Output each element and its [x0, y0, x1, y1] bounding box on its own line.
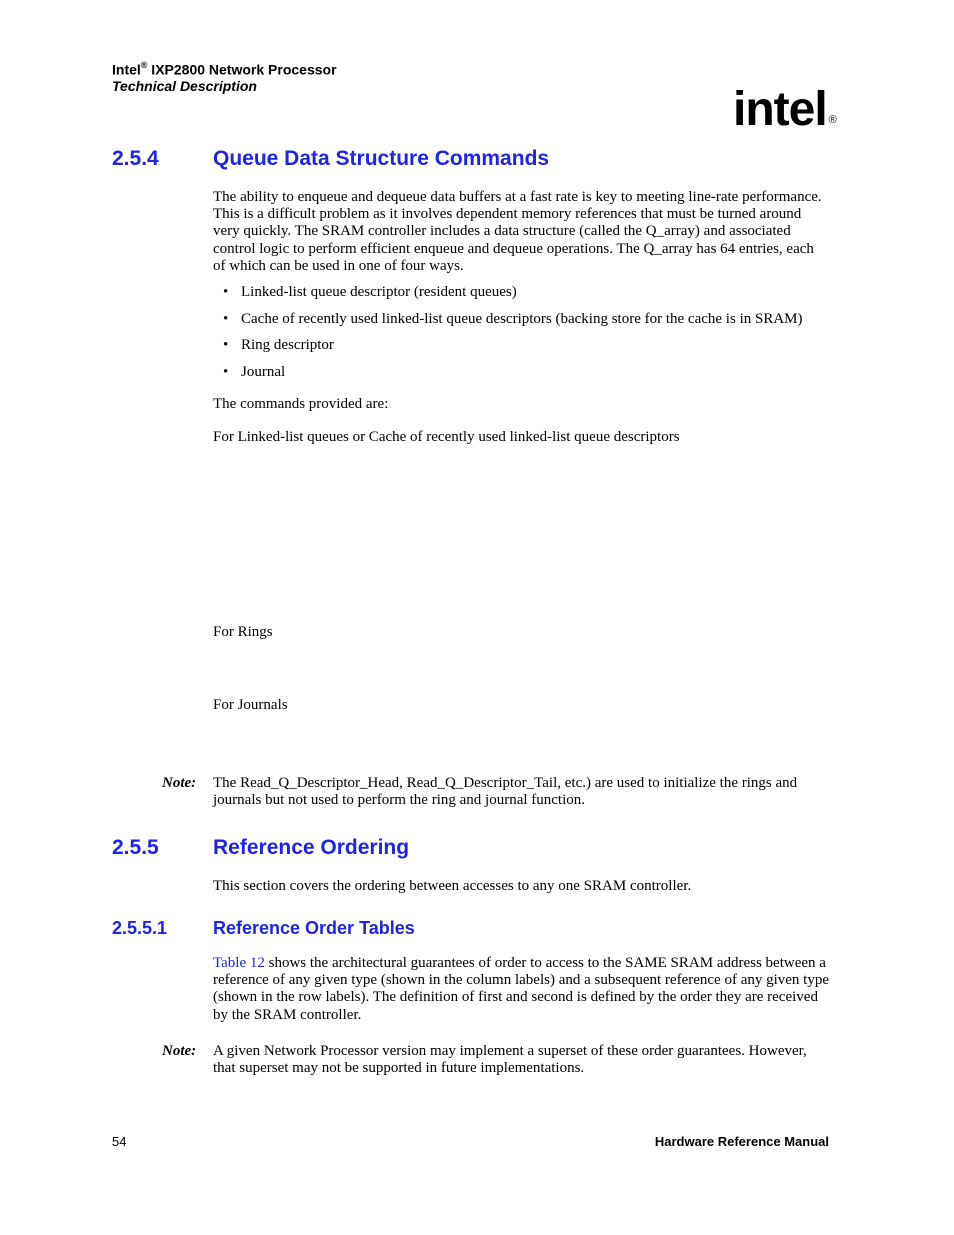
note-label: Note:: [162, 1043, 197, 1059]
note-label: Note:: [162, 775, 197, 791]
section-255-text: This section covers the ordering between accesses to any one SRAM controller.: [213, 878, 692, 894]
bullet-item: Ring descriptor: [241, 337, 334, 353]
bullet-dot: •: [223, 311, 229, 327]
section-255-title: Reference Ordering: [213, 836, 410, 859]
bullet-dot: •: [223, 364, 229, 380]
section-255-number: 2.5.5: [112, 836, 159, 859]
bullet-dot: •: [223, 337, 229, 353]
bullet-dot: •: [223, 284, 229, 300]
section-2551-text: [213, 955, 829, 1024]
intel-logo-text: intel: [733, 83, 827, 136]
intel-logo-reg: ®: [828, 114, 836, 126]
bullet-item: Linked-list queue descriptor (resident queues): [241, 284, 517, 300]
note-text: A given Network Processor version may implement a superset of these order guarantees. However, that superset may not be supported in future implementations.: [213, 1043, 807, 1077]
bullet-item: Journal: [241, 364, 286, 380]
page-number: 54: [112, 1134, 127, 1149]
section-254-intro: The ability to enqueue and dequeue data buffers at a fast rate is key to meeting line-rate performance. This is a difficult problem as it involves dependent memory references that must be turned around very quickly. The SRAM controller includes a data structure (called the Q_array) and associated control logic to perform efficient enqueue and dequeue operations. The Q_array has 64 entries, each of which can be used in one of four ways.: [213, 189, 822, 274]
for-journals: For Journals: [213, 697, 288, 713]
header-product: [112, 61, 337, 78]
header-reg-mark: ®: [140, 60, 148, 70]
header-subtitle: Technical Description: [112, 78, 257, 94]
header-brand: Intel: [112, 61, 141, 78]
table-12-link[interactable]: Table 12: [213, 955, 265, 971]
commands-intro: The commands provided are:: [213, 396, 389, 412]
bullet-item: Cache of recently used linked-list queue descriptors (backing store for the cache is in SRAM): [241, 311, 803, 327]
section-2551-title: Reference Order Tables: [213, 918, 415, 938]
section-2551-number: 2.5.5.1: [112, 918, 168, 938]
for-linked-list: For Linked-list queues or Cache of recently used linked-list queue descriptors: [213, 429, 680, 445]
intel-logo: [733, 83, 836, 136]
section-254-number: 2.5.4: [112, 147, 159, 170]
for-rings: For Rings: [213, 624, 273, 640]
footer-manual: Hardware Reference Manual: [654, 1134, 829, 1149]
section-2551-body: shows the architectural guarantees of order to access to the SAME SRAM address between a reference of any given type (shown in the column labels) and a subsequent reference of any given type (shown in the row labels). The definition of first and second is defined by the order they are received by the SRAM controller.: [213, 955, 830, 1023]
header-product-name: IXP2800 Network Processor: [147, 61, 337, 78]
section-254-title: Queue Data Structure Commands: [213, 147, 550, 170]
note-text: The Read_Q_Descriptor_Head, Read_Q_Descriptor_Tail, etc.) are used to initialize the rings and journals but not used to perform the ring and journal function.: [213, 775, 798, 809]
